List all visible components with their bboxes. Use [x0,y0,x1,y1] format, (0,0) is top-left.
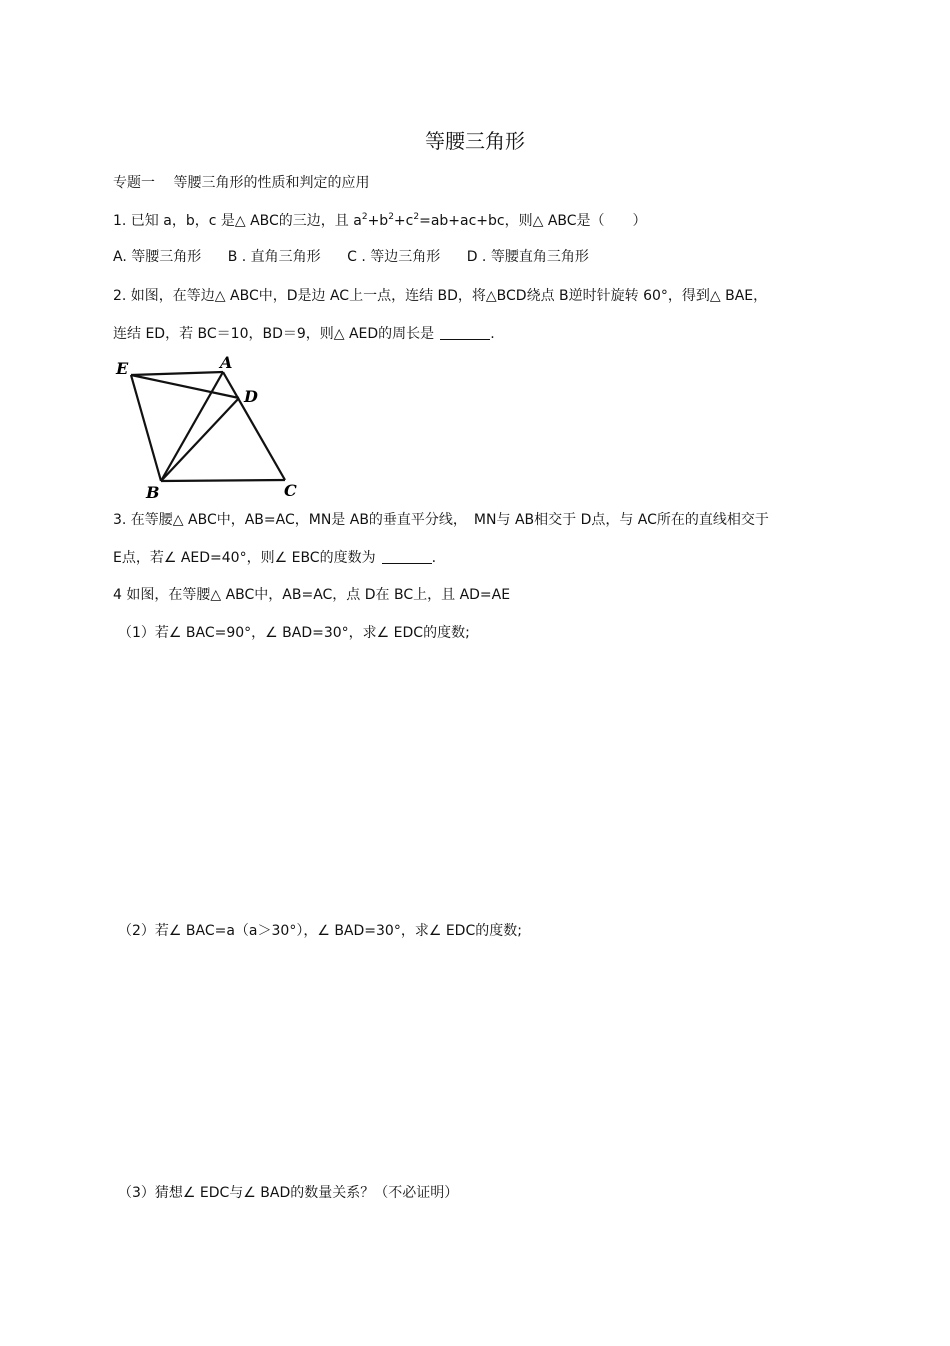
label-a: A [220,355,233,372]
label-b: B [146,483,160,500]
q1-suffix: =ab+ac+bc，则△ ABC是（ ） [419,213,647,229]
segment-eb [131,375,161,481]
question-4-part-3: （3）猜想∠ EDC与∠ BAD的数量关系？（不必证明） [118,1185,459,1201]
segment-ea [131,372,223,375]
question-4-part-2: （2）若∠ BAC=a（a＞30°），∠ BAD=30°，求∠ EDC的度数; [118,923,522,939]
q1-option-c: C . 等边三角形 [347,249,441,265]
q1-mid-1: +b [367,213,389,229]
question-4-stem: 4 如图，在等腰△ ABC中，AB=AC，点 D在 BC上，且 AD=AE [113,587,511,603]
q1-sup-3: 2 [413,212,420,222]
q1-prefix: 1. 已知 a，b，c 是△ ABC的三边，且 a [113,213,362,229]
question-2-line-2 [113,324,495,344]
question-3-line-2 [113,548,436,568]
q2-line-2-end: . [490,326,495,342]
geometry-figure [113,355,298,500]
question-1-stem [113,211,647,231]
q1-sup-2: 2 [388,212,394,222]
q1-option-b: B . 直角三角形 [227,249,321,265]
q1-option-d: D . 等腰直角三角形 [466,249,589,265]
segment-ed [131,375,239,398]
answer-blank [382,549,432,564]
q2-line-2-text: 连结 ED，若 BC＝10，BD＝9，则△ AED的周长是 [113,326,435,342]
page-title: 等腰三角形 [425,129,525,153]
section-heading: 专题一 等腰三角形的性质和判定的应用 [113,175,370,191]
segment-bc [161,480,285,481]
label-e: E [116,359,129,378]
answer-blank [440,325,490,340]
q3-line-2-text: E点，若∠ AED=40°，则∠ EBC的度数为 [113,550,376,566]
q1-option-a: A. 等腰三角形 [113,249,202,265]
q1-sup-1: 2 [361,212,368,222]
label-c: C [284,481,297,500]
question-4-part-1: （1）若∠ BAC=90°，∠ BAD=30°，求∠ EDC的度数; [118,625,470,641]
label-d: D [244,387,258,406]
q3-line-2-end: . [431,550,437,566]
question-1-options [113,247,611,267]
q1-mid-2: +c [393,213,414,229]
question-2-line-1: 2. 如图，在等边△ ABC中，D是边 AC上一点，连结 BD，将△BCD绕点 B逆时针旋转 60°，得到△ BAE， [113,288,768,304]
question-3-line-1: 3. 在等腰△ ABC中，AB=AC，MN是 AB的垂直平分线， MN与 AB相交于 D点，与 AC所在的直线相交于 [113,512,769,528]
